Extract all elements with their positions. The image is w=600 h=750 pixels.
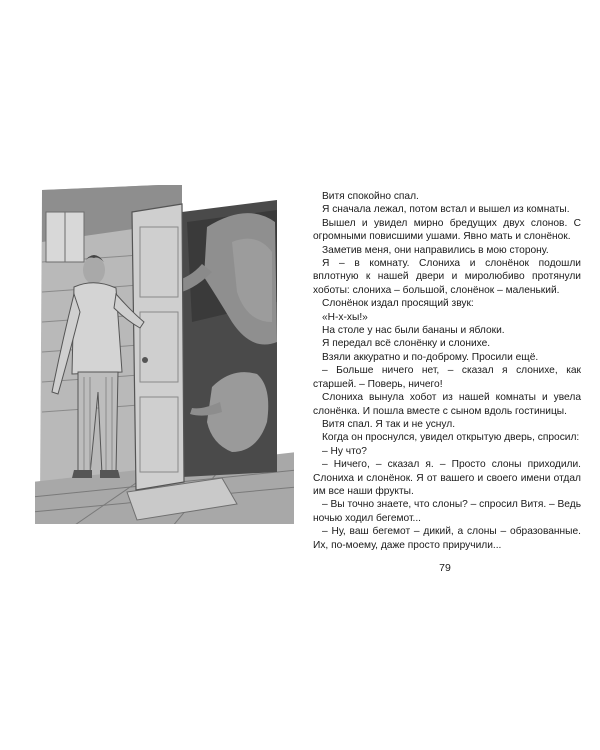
story-text <box>313 190 581 552</box>
illustration-icon <box>32 182 297 527</box>
paragraph: – Больше ничего нет, – сказал я слонихе, как старшей. – Поверь, ничего! <box>313 365 581 390</box>
paragraph: – Ничего, – сказал я. – Просто слоны приходили. Слониха и слонёнок. Я от вашего и своего имени отдал им все наши фрукты. <box>313 459 581 497</box>
paragraph: Слонёнок издал просящий звук: <box>322 298 474 310</box>
paragraph: Я передал всё слонёнку и слонихе. <box>322 338 491 350</box>
paragraph: Слониха вынула хобот из нашей комнаты и увела слонёнка. И пошла вместе с сыном вдоль гостиницы. <box>313 392 581 417</box>
paragraph: На столе у нас были бананы и яблоки. <box>322 325 505 337</box>
paragraph: Я сначала лежал, потом встал и вышел из комнаты. <box>322 204 570 216</box>
paragraph: Заметив меня, они направились в мою сторону. <box>322 244 549 256</box>
page-number: 79 <box>439 562 451 574</box>
paragraph: – Ну что? <box>322 445 367 457</box>
paragraph: – Ну, ваш бегемот – дикий, а слоны – образованные. Их, по-моему, даже просто приручили... <box>313 526 581 551</box>
paragraph: Витя спокойно спал. <box>322 191 419 202</box>
paragraph: Я – в комнату. Слониха и слонёнок подошли вплотную к нашей двери и миролюбиво протянули хоботы: слониха – большой, слонёнок – маленький. <box>313 258 581 296</box>
paragraph: Витя спал. Я так и не уснул. <box>322 418 456 430</box>
paragraph: Когда он проснулся, увидел открытую дверь, спросил: <box>322 432 580 444</box>
paragraph: «Н-х-хы!» <box>322 311 368 323</box>
paragraph: Вышел и увидел мирно бредущих двух слонов. С огромными повисшими ушами. Явно мать и слонёнок. <box>313 217 581 243</box>
illustration-elephants-at-door <box>32 182 297 527</box>
paragraph: Взяли аккуратно и по-доброму. Просили ещё. <box>322 351 539 363</box>
paragraph: – Вы точно знаете, что слоны? – спросил Витя. – Ведь ночью ходил бегемот... <box>313 499 581 524</box>
